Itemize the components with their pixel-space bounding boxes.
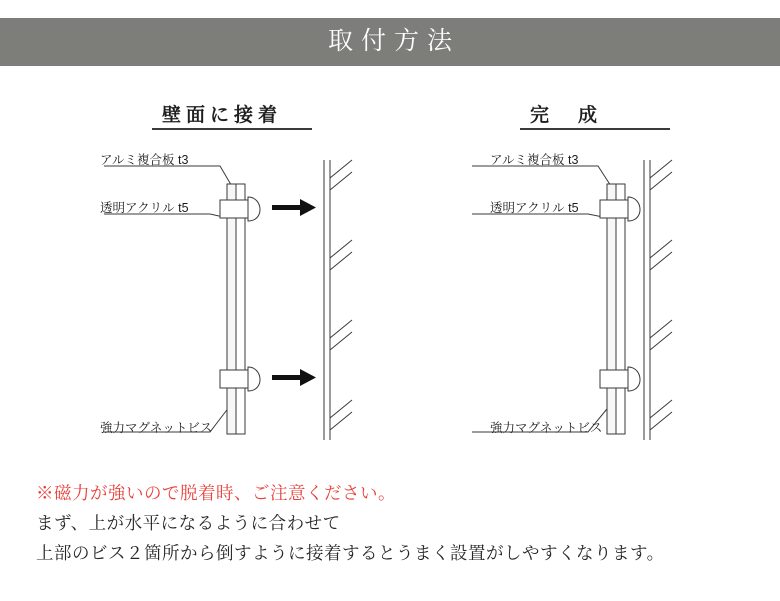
callout-left-alumi-composite: アルミ複合板 t3 [100, 153, 189, 167]
callout-left-clear-acrylic: 透明アクリル t5 [100, 201, 189, 215]
callout-left-magnet-screw: 強力マグネットビス [100, 421, 213, 435]
magnet-screw-upper [600, 197, 640, 221]
diagram-attach-to-wall [60, 140, 420, 460]
column-heading-underline-right [520, 128, 670, 130]
diagram-completed [430, 140, 780, 460]
alumi-composite-panel [236, 184, 245, 434]
magnet-screw-lower [600, 367, 640, 391]
wall-hatch-icon [324, 160, 352, 440]
magnet-screw-upper [220, 197, 260, 221]
column-heading-right: 完 成 [530, 105, 603, 126]
note-line-warning: ※磁力が強いので脱着時、ご注意ください。 [36, 483, 396, 503]
diagram-left-svg [60, 140, 420, 460]
wall-hatch-icon [644, 160, 672, 440]
column-heading-left: 壁面に接着 [162, 105, 283, 126]
column-heading-underline-left [152, 128, 312, 130]
callout-right-magnet-screw: 強力マグネットビス [490, 421, 603, 435]
callout-right-alumi-composite: アルミ複合板 t3 [490, 153, 579, 167]
magnet-screw-lower [220, 367, 260, 391]
clear-acrylic-panel [607, 184, 616, 434]
alumi-composite-panel [616, 184, 625, 434]
arrow-right-icon-lower [272, 369, 316, 386]
note-line-step-2: 上部のビス２箇所から倒すように接着するとうまく設置がしやすくなります。 [36, 543, 665, 563]
note-line-step-1: まず、上が水平になるように合わせて [36, 513, 341, 533]
notes-block [36, 478, 756, 568]
diagram-right-svg [430, 140, 780, 460]
page-title: 取付方法 [327, 28, 460, 55]
clear-acrylic-panel [227, 184, 236, 434]
callout-right-clear-acrylic: 透明アクリル t5 [490, 201, 579, 215]
arrow-right-icon [272, 199, 316, 386]
